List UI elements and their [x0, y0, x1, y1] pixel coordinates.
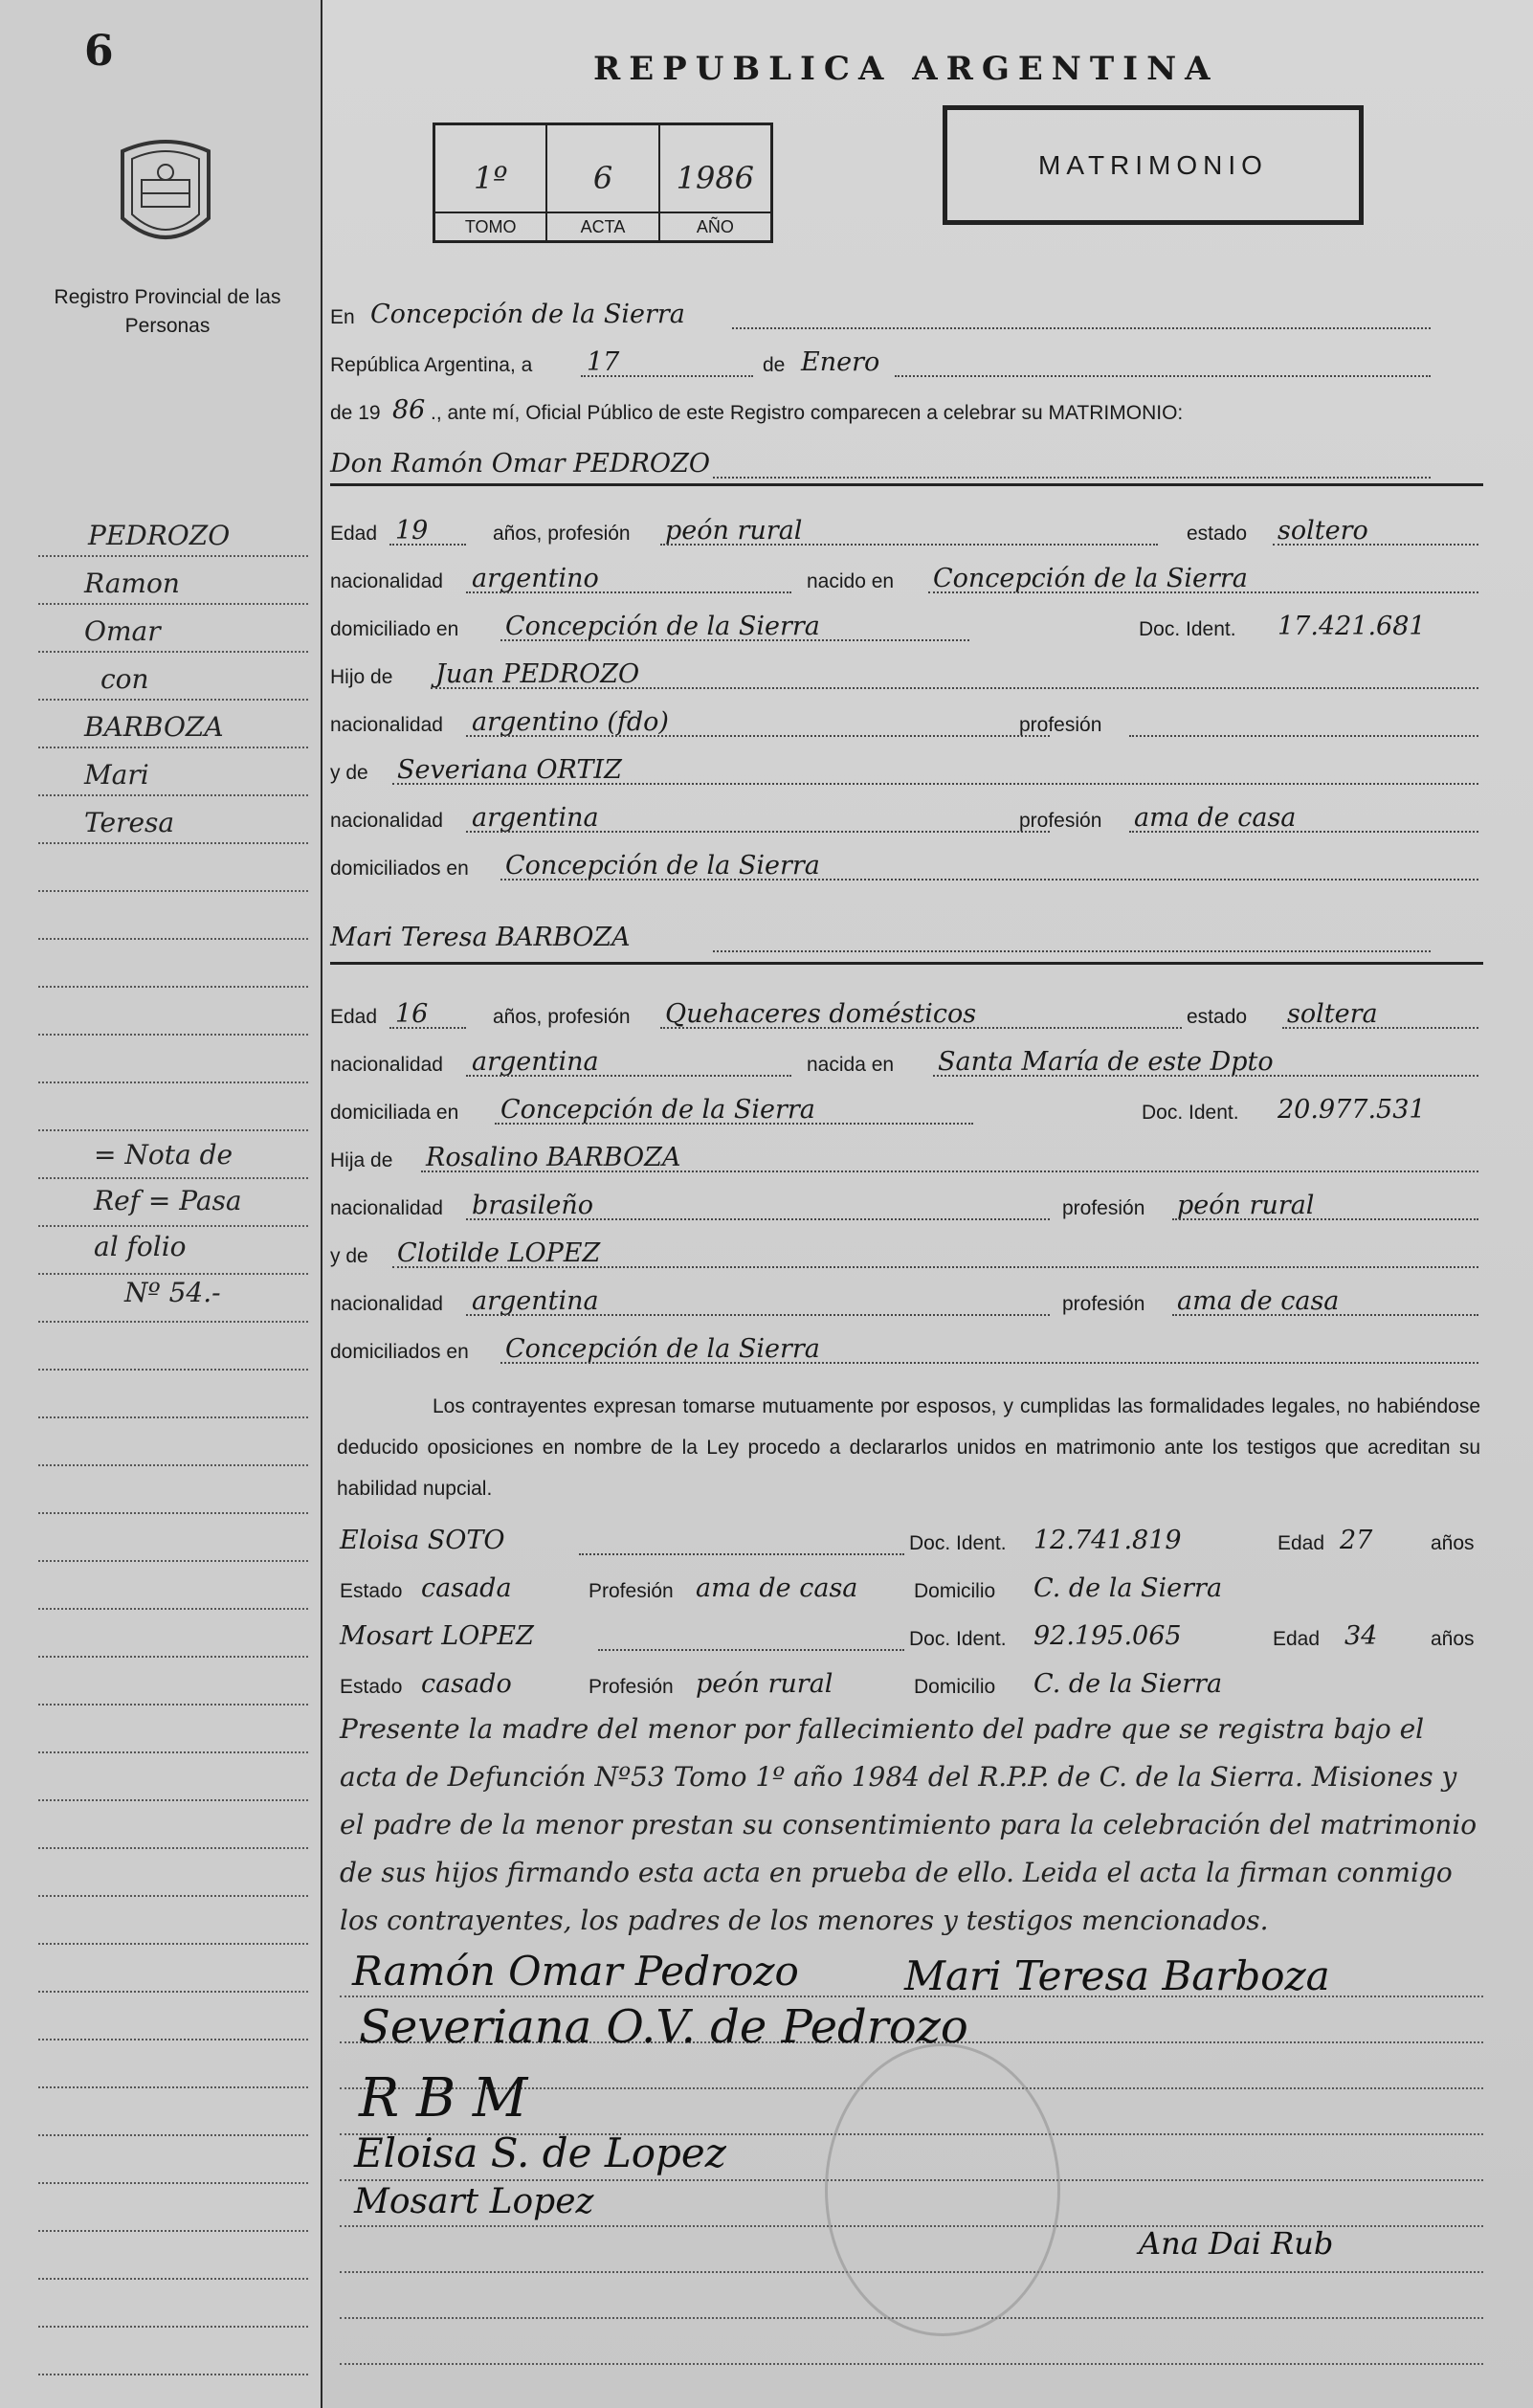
- margin-rule-line: [38, 699, 308, 701]
- bride-name: Mari Teresa BARBOZA: [330, 923, 631, 952]
- margin-rule-line: [38, 890, 308, 892]
- tomo-value: 1º: [473, 160, 508, 196]
- bride-father-nat: brasileño: [472, 1191, 594, 1220]
- observation-line: el padre de la menor prestan su consentimiento para la celebración del matrimonio: [340, 1809, 1477, 1840]
- margin-rule-line: [38, 603, 308, 605]
- signature: Mosart Lopez: [354, 2182, 594, 2221]
- witness-2-age: 34: [1344, 1621, 1378, 1651]
- margin-rule-line: [38, 1608, 308, 1610]
- groom-age-row: Edad 19 años, profesión peón rural estado soltero: [330, 507, 1483, 551]
- acta-cell: [547, 125, 659, 240]
- margin-rule-line: [38, 1847, 308, 1849]
- margin-rule-line: [38, 1991, 308, 1993]
- margin-note-line: = Nota de: [94, 1139, 233, 1171]
- month-value: Enero: [801, 347, 880, 377]
- section-separator: [330, 483, 1483, 486]
- witness-2-row: Mosart LOPEZ Doc. Ident. 92.195.065 Edad 34 años: [340, 1621, 1475, 1651]
- margin-name-line: con: [100, 663, 149, 695]
- margin-rule-line: [38, 1656, 308, 1658]
- margin-rule-line: [38, 1799, 308, 1801]
- registry-box: [433, 123, 773, 243]
- margin-name-line: PEDROZO: [88, 520, 231, 551]
- observation-line: Presente la madre del menor por fallecimiento del padre que se registra bajo el: [340, 1713, 1425, 1745]
- de-label: de: [763, 354, 786, 376]
- bride-mother-prof: ama de casa: [1177, 1286, 1340, 1316]
- margin-name-line: Ramon: [84, 568, 180, 599]
- margin-rule-line: [38, 2039, 308, 2040]
- bride-mother-row: y de Clotilde LOPEZ: [330, 1230, 1483, 1274]
- observation-line: acta de Defunción Nº53 Tomo 1º año 1984 del R.P.P. de C. de la Sierra. Misiones y: [340, 1761, 1457, 1793]
- witness-1-estado: casada: [421, 1573, 512, 1603]
- margin-rule-line: [38, 1273, 308, 1275]
- witness-1-domicilio: C. de la Sierra: [1033, 1573, 1223, 1603]
- witness-1-age: 27: [1340, 1526, 1373, 1555]
- margin-rule-line: [38, 1177, 308, 1179]
- witness-2-estado: casado: [421, 1669, 512, 1699]
- margin-rule-line: [38, 1034, 308, 1036]
- declaration-text: Los contrayentes expresan tomarse mutuamente por esposos, y cumplidas las formalidades legales, no habiéndose deducido oposiciones en nombre de la Ley procedo a declararlos unidos en matrimonio ante los testigos que acreditan su habilidad nupcial.: [337, 1395, 1480, 1500]
- intro-year-row: [330, 387, 1483, 431]
- bride-mother-nat-row: nacionalidad argentina profesión ama de casa: [330, 1278, 1483, 1322]
- margin-rule-line: [38, 2230, 308, 2232]
- tomo-cell: [435, 125, 547, 240]
- bride-father: Rosalino BARBOZA: [426, 1143, 681, 1172]
- margin-rule-line: [38, 938, 308, 940]
- witness-1-row: Eloisa SOTO Doc. Ident. 12.741.819 Edad 27 años: [340, 1526, 1475, 1555]
- page-number: 6: [84, 27, 114, 76]
- signature: Ramón Omar Pedrozo: [352, 1948, 799, 1995]
- place-value: Concepción de la Sierra: [370, 300, 685, 329]
- witness-2-name: Mosart LOPEZ: [340, 1621, 534, 1651]
- year-suffix: 86: [392, 395, 426, 425]
- groom-profession: peón rural: [665, 516, 803, 546]
- witness-1-profesion: ama de casa: [696, 1573, 858, 1603]
- margin-rule-line: [38, 651, 308, 653]
- signature: Mari Teresa Barboza: [904, 1952, 1330, 1999]
- margin-name-line: Mari: [84, 759, 149, 791]
- margin-rule-line: [38, 1129, 308, 1131]
- bride-profession: Quehaceres domésticos: [665, 999, 977, 1029]
- margin-rule-line: [38, 2086, 308, 2088]
- act-type: MATRIMONIO: [1038, 149, 1268, 180]
- witness-1-doc: 12.741.819: [1033, 1526, 1182, 1555]
- bride-name-row: [330, 914, 1483, 958]
- margin-note-line: al folio: [94, 1231, 187, 1262]
- signature: Eloisa S. de Lopez: [354, 2129, 726, 2176]
- bride-parents-dom-row: domiciliados en Concepción de la Sierra: [330, 1326, 1483, 1370]
- country-title: REPUBLICA ARGENTINA: [593, 50, 1219, 88]
- margin-rule-line: [38, 1416, 308, 1418]
- bride-domicile: Concepción de la Sierra: [500, 1095, 815, 1125]
- bride-age: 16: [395, 999, 429, 1029]
- margin-name-line: Omar: [84, 615, 161, 647]
- margin-rule-line: [38, 1943, 308, 1945]
- bride-mother-nat: argentina: [472, 1286, 599, 1316]
- witness-2-doc: 92.195.065: [1033, 1621, 1182, 1651]
- groom-domicile: Concepción de la Sierra: [505, 612, 820, 641]
- republica-label: República Argentina, a: [330, 354, 533, 376]
- anio-label: AÑO: [660, 212, 770, 240]
- section-separator: [330, 962, 1483, 965]
- groom-name: Don Ramón Omar PEDROZO: [330, 449, 710, 479]
- act-type-box: [943, 105, 1364, 225]
- groom-nationality: argentino: [472, 564, 599, 593]
- margin-rule-line: [38, 1225, 308, 1227]
- margin-rule-line: [38, 2278, 308, 2280]
- bride-estado: soltera: [1287, 999, 1378, 1029]
- margin-rule-line: [38, 986, 308, 988]
- margin-rule-line: [38, 1321, 308, 1323]
- groom-father-nat: argentino (fdo): [472, 707, 669, 737]
- margin-rule-line: [38, 794, 308, 796]
- margin-note-line: Nº 54.-: [124, 1277, 221, 1308]
- witness-2-domicilio: C. de la Sierra: [1033, 1669, 1223, 1699]
- groom-father-nat-row: nacionalidad argentino (fdo) profesión: [330, 699, 1483, 743]
- witness-2-profesion: peón rural: [696, 1669, 833, 1699]
- intro-place-row: [330, 291, 1483, 335]
- official-stamp-icon: [825, 2043, 1060, 2336]
- en-label: En: [330, 306, 355, 328]
- signature: Ana Dai Rub: [1139, 2225, 1334, 2262]
- observation-line: los contrayentes, los padres de los menores y testigos mencionados.: [340, 1905, 1269, 1936]
- margin-rule-line: [38, 555, 308, 557]
- year-prefix: de 19: [330, 402, 381, 424]
- bride-father-row: Hija de Rosalino BARBOZA: [330, 1134, 1483, 1178]
- groom-parents-domicile: Concepción de la Sierra: [505, 851, 820, 881]
- groom-dom-row: domiciliado en Concepción de la Sierra Doc. Ident. 17.421.681: [330, 612, 1426, 641]
- margin-rule-line: [38, 1895, 308, 1897]
- groom-age: 19: [395, 516, 429, 546]
- anio-cell: [660, 125, 770, 240]
- groom-mother: Severiana ORTIZ: [397, 755, 622, 785]
- margin-rule-line: [38, 2374, 308, 2375]
- margin-name-line: BARBOZA: [84, 711, 224, 743]
- tomo-label: TOMO: [435, 212, 545, 240]
- signature-rule-line: [340, 2363, 1483, 2365]
- provincial-seal-icon: [113, 132, 218, 256]
- groom-name-row: [330, 440, 1483, 484]
- groom-birthplace: Concepción de la Sierra: [933, 564, 1248, 593]
- groom-father: Juan PEDROZO: [435, 659, 640, 689]
- bride-mother: Clotilde LOPEZ: [397, 1238, 601, 1268]
- groom-mother-prof: ama de casa: [1134, 803, 1297, 833]
- day-value: 17: [587, 347, 620, 377]
- registry-name: Registro Provincial de las Personas: [54, 286, 281, 337]
- acta-label: ACTA: [547, 212, 657, 240]
- margin-rule-line: [38, 842, 308, 844]
- groom-estado: soltero: [1278, 516, 1368, 546]
- witness-1-details-row: Estado casada Profesión ama de casa Domicilio C. de la Sierra: [340, 1573, 1223, 1603]
- margin-rule-line: [38, 2134, 308, 2136]
- witness-1-name: Eloisa SOTO: [340, 1526, 505, 1555]
- observation-line: de sus hijos firmando esta acta en prueba de ello. Leida el acta la firman conmigo: [340, 1857, 1453, 1888]
- margin-rule-line: [38, 1081, 308, 1083]
- bride-age-row: Edad 16 años, profesión Quehaceres domésticos estado soltera: [330, 991, 1483, 1035]
- groom-mother-nat: argentina: [472, 803, 599, 833]
- acta-value: 6: [592, 160, 613, 196]
- groom-parents-dom-row: domiciliados en Concepción de la Sierra: [330, 842, 1483, 886]
- margin-rule-line: [38, 1512, 308, 1514]
- margin-rule-line: [38, 1560, 308, 1562]
- margin-name-line: Teresa: [84, 807, 175, 838]
- bride-father-nat-row: nacionalidad brasileño profesión peón rural: [330, 1182, 1483, 1226]
- margin-rule-line: [38, 2182, 308, 2184]
- groom-father-row: Hijo de Juan PEDROZO: [330, 651, 1483, 695]
- margin-rule-line: [38, 1464, 308, 1466]
- bride-father-prof: peón rural: [1177, 1191, 1315, 1220]
- bride-doc: 20.977.531: [1278, 1095, 1426, 1125]
- bride-nationality: argentina: [472, 1047, 599, 1077]
- groom-doc: 17.421.681: [1278, 612, 1426, 641]
- margin-rule-line: [38, 1751, 308, 1753]
- intro-date-row: [330, 339, 1483, 383]
- margin-rule-line: [38, 1704, 308, 1706]
- intro-sentence: ., ante mí, Oficial Público de este Registro comparecen a celebrar su MATRIMONIO:: [431, 402, 1184, 424]
- bride-birthplace: Santa María de este Dpto: [938, 1047, 1274, 1077]
- bride-dom-row: domiciliada en Concepción de la Sierra Doc. Ident. 20.977.531: [330, 1095, 1426, 1125]
- signature: R B M: [359, 2067, 528, 2129]
- groom-mother-nat-row: nacionalidad argentina profesión ama de casa: [330, 794, 1483, 838]
- margin-note-line: Ref = Pasa: [94, 1185, 242, 1216]
- bride-parents-domicile: Concepción de la Sierra: [505, 1334, 820, 1364]
- margin-rule-line: [38, 1369, 308, 1371]
- groom-nat-row: nacionalidad argentino nacido en Concepción de la Sierra: [330, 555, 1483, 599]
- margin-rule-line: [38, 747, 308, 748]
- witness-2-details-row: Estado casado Profesión peón rural Domicilio C. de la Sierra: [340, 1669, 1223, 1699]
- groom-mother-row: y de Severiana ORTIZ: [330, 747, 1483, 791]
- anio-value: 1986: [676, 160, 755, 196]
- signature: Severiana O.V. de Pedrozo: [359, 2000, 968, 2054]
- bride-nat-row: nacionalidad argentina nacida en Santa María de este Dpto: [330, 1038, 1483, 1082]
- margin-rule-line: [38, 2326, 308, 2328]
